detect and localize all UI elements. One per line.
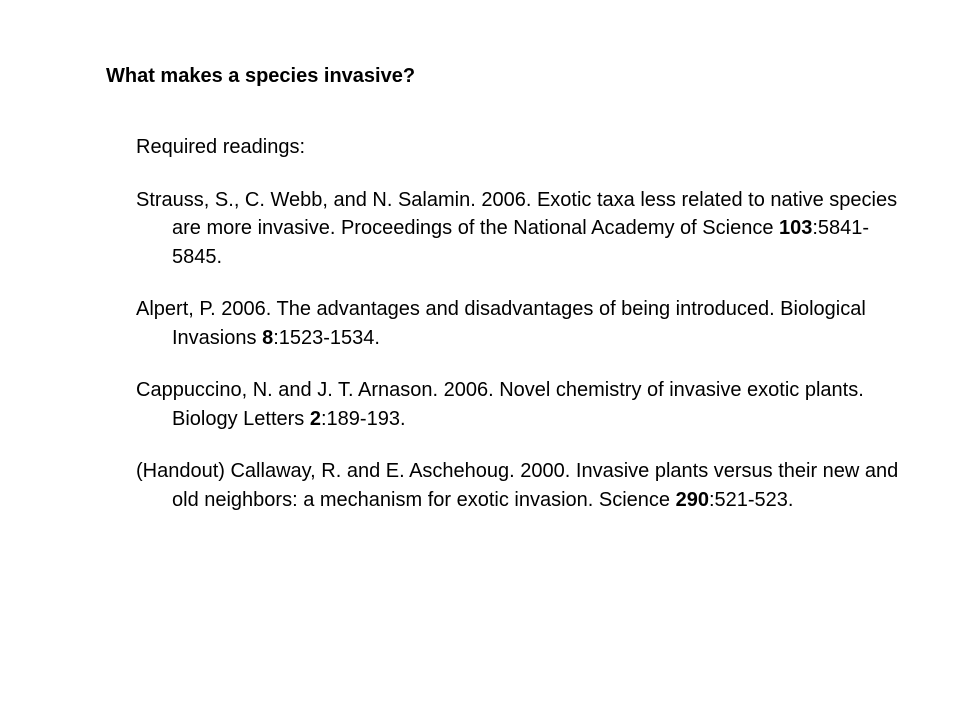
reference-volume: 2	[309, 407, 321, 430]
reference-text: (Handout) Callaway, R. and E. Aschehoug. 2000. Invasive plants versus their new and old neighbors: a mechanism for exotic invasion. Science	[136, 460, 899, 511]
reference-volume: 8	[262, 326, 274, 349]
reference-volume: 290	[675, 488, 709, 511]
reference-strauss	[136, 186, 916, 272]
reference-alpert	[136, 295, 916, 352]
reference-pages: :5841-5845.	[172, 217, 870, 268]
reference-volume: 103	[779, 217, 813, 239]
reference-pages: :189-193.	[320, 407, 406, 430]
reference-text: Alpert, P. 2006. The advantages and disadvantages of being introduced. Biological Invasions	[136, 298, 866, 349]
readings-heading: Required readings:	[136, 136, 305, 158]
reference-callaway	[136, 457, 916, 514]
reference-cappuccino	[136, 376, 916, 433]
reference-text: Strauss, S., C. Webb, and N. Salamin. 2006. Exotic taxa less related to native species are more invasive. Proceedings of the National Academy of Science	[136, 188, 898, 239]
reference-pages: :1523-1534.	[273, 326, 380, 349]
slide-title: What makes a species invasive?	[106, 65, 416, 87]
readings-list	[136, 133, 916, 514]
reference-pages: :521-523.	[708, 488, 794, 511]
reference-text: Cappuccino, N. and J. T. Arnason. 2006. Novel chemistry of invasive exotic plants. Biology Letters	[136, 379, 864, 430]
